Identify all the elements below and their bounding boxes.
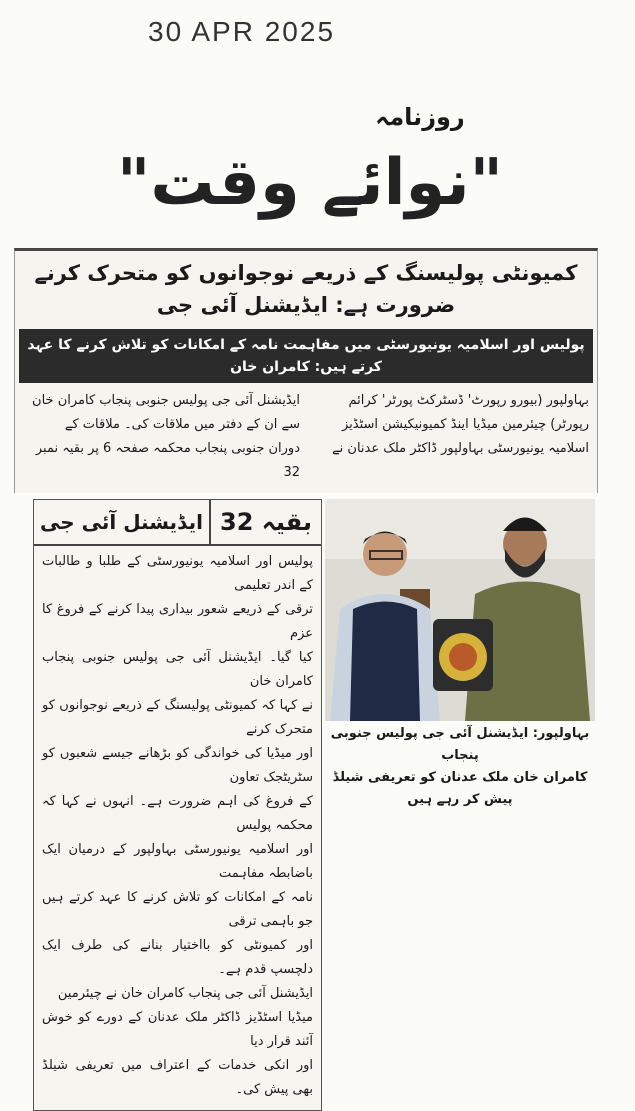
caption-line: بہاولپور: ایڈیشنل آئی جی پولیس جنوبی پنجاب — [330, 726, 590, 763]
photo-caption — [325, 723, 595, 811]
continuation-header — [34, 500, 321, 546]
photo-column — [325, 499, 595, 811]
lower-section — [33, 499, 595, 1111]
body-line: کے فروغ کی اہم ضرورت ہے۔ انہوں نے کہا کہ محکمہ پولیس — [42, 794, 313, 833]
clipping-date: 30 APR 2025 — [148, 16, 336, 47]
body-line: اسلامیہ یونیورسٹی بہاولپور ڈاکٹر ملک عدنان نے دوران جنوبی پنجاب محکمہ صفحہ 6 پر بقیہ نمبر 32 — [35, 441, 589, 480]
article-box — [14, 248, 598, 493]
continuation-body — [34, 546, 321, 1110]
subheadline: پولیس اور اسلامیہ یونیورسٹی میں مفاہمت نامہ کے امکانات کو تلاش کرنے کا عہد کرتے ہیں: کامران خان — [19, 329, 593, 383]
article-body — [19, 389, 593, 485]
body-line: نامہ کے امکانات کو تلاش کرنے کا عہد کرتے ہیں جو باہمی ترقی — [42, 890, 313, 929]
body-line: پولیس اور اسلامیہ یونیورسٹی کے طلبا و طالبات کے اندر تعلیمی — [42, 554, 313, 593]
caption-line: کامران خان ملک عدنان کو تعریفی شیلڈ پیش کر رہے ہیں — [332, 770, 588, 807]
body-line: کیا گیا۔ ایڈیشنل آئی جی پولیس جنوبی پنجاب کامران خان — [42, 650, 313, 689]
body-line: نے کہا کہ کمیونٹی پولیسنگ کے ذریعے نوجوانوں کو متحرک کرنے — [42, 698, 313, 737]
masthead-roznama: روزنامہ — [375, 103, 465, 131]
body-line: بہاولپور (بیورو رپورٹ' ڈسٹرکٹ پورٹر' کرائم ایڈیشنل آئی جی پولیس جنوبی پنجاب کامران خان — [32, 393, 589, 408]
continuation-title: ایڈیشنل آئی جی — [40, 510, 203, 534]
body-line: میڈیا اسٹڈیز ڈاکٹر ملک عدنان کے دورے کو خوش آئند قرار دیا — [42, 1010, 313, 1049]
body-line: اور اسلامیہ یونیورسٹی بہاولپور کے درمیان ایک باضابطہ مفاہمت — [42, 842, 313, 881]
continuation-box — [33, 499, 322, 1111]
body-line: اور انکی خدمات کے اعتراف میں تعریفی شیلڈ بھی پیش کی۔ — [42, 1058, 313, 1097]
body-line: رپورٹر) چیئرمین میڈیا اینڈ کمیونیکیشن اسٹڈیز سے ان کے دفتر میں ملاقات کی۔ ملاقات کے — [64, 417, 589, 432]
body-line: ترقی کے ذریعے شعور بیداری پیدا کرنے کے فروغ کا عزم — [42, 602, 313, 641]
body-line: ایڈیشنل آئی جی پنجاب کامران خان نے چیئرمین — [57, 986, 313, 1001]
headline: کمیونٹی پولیسنگ کے ذریعے نوجوانوں کو متحرک کرنے ضرورت ہے: ایڈیشنل آئی جی — [34, 261, 578, 317]
news-photo — [325, 499, 595, 721]
body-line: اور کمیونٹی کو بااختیار بنانے کی طرف ایک دلچسپ قدم ہے۔ — [42, 938, 313, 977]
masthead-nawaiwaqt: "نوائے وقت" — [116, 146, 504, 220]
continuation-number: بقیہ 32 — [209, 500, 321, 544]
body-line: اور میڈیا کی خواندگی کو بڑھانے جیسے شعبوں کو سٹریٹجک تعاون — [42, 746, 313, 785]
